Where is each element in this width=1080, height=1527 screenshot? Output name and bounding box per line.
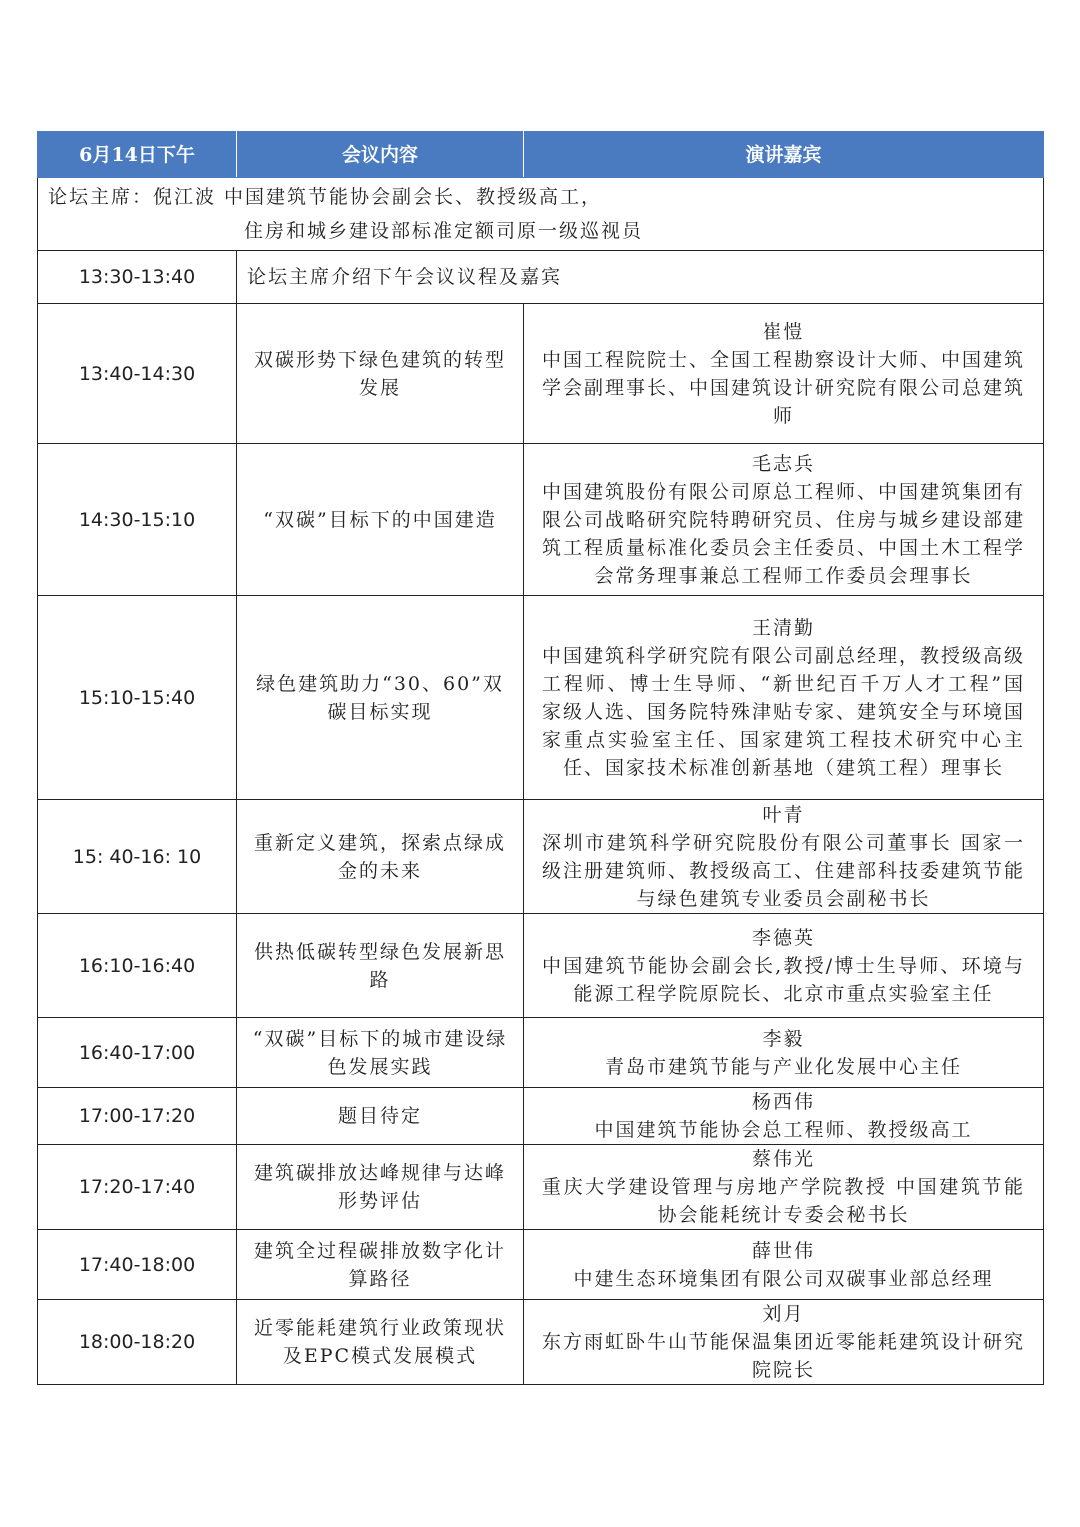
- chair-line-2: 住房和城乡建设部标准定额司原一级巡视员: [244, 220, 644, 242]
- row-topic: 建筑碳排放达峰规律与达峰形势评估: [237, 1145, 524, 1230]
- speaker-desc: 中建生态环境集团有限公司双碳事业部总经理: [573, 1267, 994, 1290]
- row-topic: “双碳”目标下的中国建造: [237, 444, 524, 596]
- row-speaker: [524, 304, 1044, 444]
- header-time: 6月14日下午: [38, 132, 237, 178]
- table-row: [38, 444, 1044, 596]
- speaker-desc: 青岛市建筑节能与产业化发展中心主任: [604, 1055, 962, 1078]
- speaker-desc: 深圳市建筑科学研究院股份有限公司董事长 国家一级注册建筑师、教授级高工、住建部科技委建筑节能与绿色建筑专业委员会副秘书长: [542, 831, 1026, 910]
- table-row: [38, 800, 1044, 914]
- speaker-name: 薛世伟: [751, 1239, 815, 1262]
- row-time: 17:20-17:40: [38, 1145, 237, 1230]
- header-content: 会议内容: [237, 132, 524, 178]
- row-speaker: [524, 444, 1044, 596]
- row-topic: 重新定义建筑，探索点绿成金的未来: [237, 800, 524, 914]
- row-time: 18:00-18:20: [38, 1300, 237, 1385]
- intro-row: [38, 251, 1044, 304]
- row-topic: 建筑全过程碳排放数字化计算路径: [237, 1230, 524, 1300]
- speaker-desc: 中国建筑节能协会总工程师、教授级高工: [594, 1119, 973, 1141]
- schedule-table: [37, 131, 1044, 1385]
- speaker-name: 王清勤: [751, 616, 815, 639]
- table-row: [38, 304, 1044, 444]
- table-row: [38, 914, 1044, 1018]
- chair-line-1: 论坛主席：倪江波 中国建筑节能协会副会长、教授级高工，: [48, 186, 603, 208]
- speaker-name: 蔡伟光: [751, 1148, 815, 1170]
- row-time: 17:00-17:20: [38, 1088, 237, 1145]
- speaker-name: 刘月: [762, 1303, 805, 1325]
- row-time: 14:30-15:10: [38, 444, 237, 596]
- row-topic: 供热低碳转型绿色发展新思路: [237, 914, 524, 1018]
- row-speaker: [524, 596, 1044, 800]
- row-speaker: [524, 1088, 1044, 1145]
- row-time: 15: 40-16: 10: [38, 800, 237, 914]
- row-speaker: [524, 1018, 1044, 1088]
- speaker-desc: 东方雨虹卧牛山节能保温集团近零能耗建筑设计研究院院长: [542, 1331, 1026, 1381]
- row-speaker: [524, 1230, 1044, 1300]
- row-time: 16:40-17:00: [38, 1018, 237, 1088]
- intro-time: 13:30-13:40: [38, 251, 237, 304]
- row-topic: “双碳”目标下的城市建设绿色发展实践: [237, 1018, 524, 1088]
- row-speaker: [524, 1145, 1044, 1230]
- header-row: [38, 132, 1044, 178]
- header-speaker: 演讲嘉宾: [524, 132, 1044, 178]
- row-topic: 绿色建筑助力“30、60”双碳目标实现: [237, 596, 524, 800]
- speaker-name: 崔愷: [762, 320, 805, 343]
- chair-row: [38, 178, 1044, 251]
- table-row: [38, 596, 1044, 800]
- row-time: 13:40-14:30: [38, 304, 237, 444]
- table-row: [38, 1018, 1044, 1088]
- row-time: 16:10-16:40: [38, 914, 237, 1018]
- speaker-name: 李德英: [751, 926, 815, 949]
- speaker-desc: 中国建筑股份有限公司原总工程师、中国建筑集团有限公司战略研究院特聘研究员、住房与城乡建设部建筑工程质量标准化委员会主任委员、中国土木工程学会常务理事兼总工程师工作委员会理事长: [542, 480, 1026, 587]
- row-topic: 双碳形势下绿色建筑的转型发展: [237, 304, 524, 444]
- speaker-desc: 重庆大学建设管理与房地产学院教授 中国建筑节能协会能耗统计专委会秘书长: [542, 1176, 1025, 1226]
- table-row: [38, 1088, 1044, 1145]
- intro-content: 论坛主席介绍下午会议议程及嘉宾: [237, 251, 1044, 304]
- row-speaker: [524, 1300, 1044, 1385]
- speaker-name: 毛志兵: [751, 452, 815, 475]
- speaker-desc: 中国建筑节能协会副会长,教授/博士生导师、环境与能源工程学院原院长、北京市重点实验室主任: [542, 954, 1025, 1005]
- table-row: [38, 1230, 1044, 1300]
- speaker-name: 杨西伟: [751, 1091, 815, 1113]
- row-time: 17:40-18:00: [38, 1230, 237, 1300]
- speaker-name: 叶青: [762, 803, 805, 826]
- chair-cell: [38, 178, 1044, 251]
- speaker-desc: 中国建筑科学研究院有限公司副总经理，教授级高级工程师、博士生导师、“新世纪百千万人才工程”国家级人选、国务院特殊津贴专家、建筑安全与环境国家重点实验室主任、国家建筑工程技术研究中心主任、国家技术标准创新基地（建筑工程）理事长: [542, 644, 1026, 779]
- table-row: [38, 1145, 1044, 1230]
- speaker-desc: 中国工程院院士、全国工程勘察设计大师、中国建筑学会副理事长、中国建筑设计研究院有限公司总建筑师: [542, 348, 1026, 427]
- row-speaker: [524, 800, 1044, 914]
- row-time: 15:10-15:40: [38, 596, 237, 800]
- speaker-name: 李毅: [762, 1027, 805, 1050]
- table-row: [38, 1300, 1044, 1385]
- row-topic: 题目待定: [237, 1088, 524, 1145]
- row-speaker: [524, 914, 1044, 1018]
- row-topic: 近零能耗建筑行业政策现状及EPC模式发展模式: [237, 1300, 524, 1385]
